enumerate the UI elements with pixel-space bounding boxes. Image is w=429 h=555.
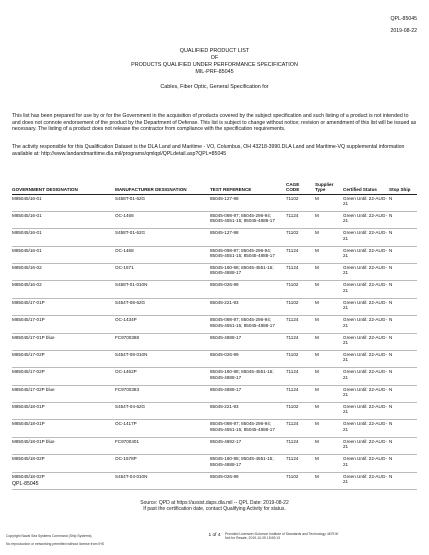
- certified-status-cell: Green Until: 22-AUG-21: [343, 420, 389, 437]
- test-reference-cell: 85045-221-93: [210, 403, 286, 420]
- mfr-designation-cell: OC-1468: [115, 211, 210, 228]
- supplier-type-cell: M: [315, 298, 343, 315]
- stop-ship-cell: N: [389, 437, 417, 454]
- supplier-type-cell: M: [315, 194, 343, 211]
- header-stop-ship: Stop Ship: [389, 182, 417, 194]
- table-row: [12, 350, 417, 367]
- certified-status-cell: Green Until: 22-AUG-21: [343, 437, 389, 454]
- cage-code-cell: 71102: [286, 194, 315, 211]
- table-row: [12, 437, 417, 454]
- header-cage-code: CAGE CODE: [286, 182, 315, 194]
- header-certified-status: Certified Status: [343, 182, 389, 194]
- test-reference-cell: 85045-098-97; 85045-296-94; 85045-4551-15; 85045-4888-17: [210, 420, 286, 437]
- mfr-designation-cell: FC9700401: [115, 437, 210, 454]
- gov-designation-cell: M85045/17-01P: [12, 316, 115, 333]
- table-header-row: [12, 182, 417, 194]
- table-row: [12, 229, 417, 246]
- table-row: [12, 316, 417, 333]
- certified-status-cell: Green Until: 22-AUG-21: [343, 333, 389, 350]
- cage-code-cell: 71124: [286, 211, 315, 228]
- source-line: Source: QPD at https://assist.daps.dla.mil -- QPL Date: 2019-08-22: [140, 500, 289, 506]
- mfr-designation-cell: S454T-08-62G: [115, 298, 210, 315]
- gov-designation-cell: M85045/17-02P: [12, 350, 115, 367]
- title-line-3: PRODUCTS QUALIFIED UNDER PERFORMANCE SPECIFICATION: [131, 62, 298, 68]
- disclaimer-paragraph: This list has been prepared for use by or for the Government in the acquisition of products covered by the subject specification and such listing of a product is not intended to and does not connote endorsement of the product by the Department of Defense. This list is subject to change without notice; revision or amendment of this list will be issued as necessary. The listing of a product does not release the contractor from compliance with the specification requirements.: [12, 113, 417, 133]
- copyright-line-2: No reproduction or networking permitted without license from IHS: [6, 542, 104, 547]
- cage-code-cell: 71124: [286, 246, 315, 263]
- mfr-designation-cell: FC9700383: [115, 385, 210, 402]
- mfr-designation-cell: S458T-01-010N: [115, 281, 210, 298]
- test-reference-cell: 85045-4888-17: [210, 333, 286, 350]
- test-reference-cell: 85045-127-98: [210, 194, 286, 211]
- stop-ship-cell: N: [389, 385, 417, 402]
- gov-designation-cell: M85045/16-02: [12, 264, 115, 281]
- footer-doc-id: QPL-85045: [12, 481, 39, 487]
- stop-ship-cell: N: [389, 281, 417, 298]
- document-id: QPL-85045: [390, 16, 417, 22]
- supplier-type-cell: M: [315, 246, 343, 263]
- gov-designation-cell: M85045/17-02P blue: [12, 385, 115, 402]
- mfr-designation-cell: FC9700388: [115, 333, 210, 350]
- table-body: [12, 194, 417, 489]
- table-row: [12, 211, 417, 228]
- certification-note: If past the certification date, contact Qualifying Activity for status.: [143, 506, 286, 513]
- supplier-type-cell: M: [315, 229, 343, 246]
- activity-paragraph: The activity responsible for this Qualification Dataset is the DLA Land and Maritime - VO, Columbus, OH 43218-3990.DLA Land and Maritime-VQ supplemental information available at: http://www.landandmaritime.dla.mil/programs/qmlqpl/QPLdetail.asp?QPL=85045: [12, 144, 405, 157]
- test-reference-cell: 85045-127-98: [210, 229, 286, 246]
- table-row: [12, 420, 417, 437]
- gov-designation-cell: M85045/17-01P blue: [12, 333, 115, 350]
- header-government-designation: GOVERNMENT DESIGNATION: [12, 182, 115, 194]
- certified-status-cell: Green Until: 22-AUG-21: [343, 264, 389, 281]
- cage-code-cell: 71124: [286, 437, 315, 454]
- supplier-type-cell: M: [315, 211, 343, 228]
- gov-designation-cell: M85045/17-01P: [12, 298, 115, 315]
- title-line-4: MIL-PRF-85045: [195, 69, 234, 75]
- supplier-type-cell: M: [315, 403, 343, 420]
- table-row: [12, 333, 417, 350]
- mfr-designation-cell: S454T-04-62G: [115, 403, 210, 420]
- header-manufacturer-designation: MANUFACTURER DESIGNATION: [115, 182, 210, 194]
- title-block: [0, 48, 429, 76]
- table-row: [12, 368, 417, 385]
- copyright-left: [6, 534, 104, 547]
- stop-ship-cell: N: [389, 420, 417, 437]
- table-row: [12, 264, 417, 281]
- stop-ship-cell: N: [389, 246, 417, 263]
- supplier-type-cell: M: [315, 368, 343, 385]
- certified-status-cell: Green Until: 22-AUG-21: [343, 368, 389, 385]
- certified-status-cell: Green Until: 22-AUG-21: [343, 403, 389, 420]
- certified-status-cell: Green Until: 22-AUG-21: [343, 316, 389, 333]
- cage-code-cell: 71102: [286, 472, 315, 489]
- mfr-designation-cell: OC-1462P: [115, 368, 210, 385]
- document-date: 2019-08-22: [390, 28, 417, 34]
- certified-status-cell: Green Until: 22-AUG-21: [343, 472, 389, 489]
- test-reference-cell: 85045-098-97; 85045-296-94; 85045-4551-15; 85045-4888-17: [210, 316, 286, 333]
- license-line-2: Not for Resale, 2019-10-05 15:59:13: [225, 536, 281, 541]
- cage-code-cell: 71102: [286, 298, 315, 315]
- cage-code-cell: 71124: [286, 385, 315, 402]
- mfr-designation-cell: OC-1417P: [115, 420, 210, 437]
- gov-designation-cell: M85045/16-02: [12, 281, 115, 298]
- test-reference-cell: 85045-026-99: [210, 472, 286, 489]
- title-line-1: QUALIFIED PRODUCT LIST: [179, 48, 250, 54]
- certified-status-cell: Green Until: 22-AUG-21: [343, 350, 389, 367]
- qpl-table: [12, 182, 417, 490]
- gov-designation-cell: M85045/18-01P blue: [12, 437, 115, 454]
- supplier-type-cell: M: [315, 264, 343, 281]
- subtitle: Cables, Fiber Optic, General Specification for: [160, 84, 269, 90]
- gov-designation-cell: M85045/17-02P: [12, 368, 115, 385]
- stop-ship-cell: N: [389, 368, 417, 385]
- cage-code-cell: 71124: [286, 264, 315, 281]
- mfr-designation-cell: S454T-08-010N: [115, 350, 210, 367]
- certified-status-cell: Green Until: 22-AUG-21: [343, 194, 389, 211]
- copyright-line-1: Copyright Naval Sea Systems Command (Ship Systems): [6, 534, 92, 538]
- supplier-type-cell: M: [315, 455, 343, 472]
- stop-ship-cell: N: [389, 403, 417, 420]
- stop-ship-cell: N: [389, 194, 417, 211]
- gov-designation-cell: M85045/18-02P: [12, 472, 115, 489]
- table-row: [12, 281, 417, 298]
- certified-status-cell: Green Until: 22-AUG-21: [343, 298, 389, 315]
- cage-code-cell: 71102: [286, 403, 315, 420]
- stop-ship-cell: N: [389, 298, 417, 315]
- supplier-type-cell: M: [315, 333, 343, 350]
- mfr-designation-cell: OC-1571: [115, 264, 210, 281]
- copyright-right: [225, 532, 338, 540]
- table-row: [12, 194, 417, 211]
- title-line-2: OF: [210, 55, 219, 61]
- supplier-type-cell: M: [315, 385, 343, 402]
- header-test-reference: TEST REFERENCE: [210, 182, 286, 194]
- stop-ship-cell: N: [389, 229, 417, 246]
- cage-code-cell: 71124: [286, 333, 315, 350]
- page-number: 1 of 4: [208, 533, 221, 538]
- header-supplier-type: Supplier Type: [315, 182, 343, 194]
- supplier-type-cell: M: [315, 420, 343, 437]
- stop-ship-cell: N: [389, 350, 417, 367]
- cage-code-cell: 71102: [286, 229, 315, 246]
- cage-code-cell: 71102: [286, 350, 315, 367]
- stop-ship-cell: N: [389, 211, 417, 228]
- license-line-1: Provided Licensee=Solomon Institute of Standards and Technology 4675 5f: [225, 532, 339, 536]
- test-reference-cell: 85045-098-97; 85045-296-94; 85045-4551-15; 85045-4888-17: [210, 211, 286, 228]
- gov-designation-cell: M85045/16-01: [12, 211, 115, 228]
- certified-status-cell: Green Until: 22-AUG-21: [343, 281, 389, 298]
- test-reference-cell: 85045-026-99: [210, 350, 286, 367]
- certified-status-cell: Green Until: 22-AUG-21: [343, 246, 389, 263]
- certified-status-cell: Green Until: 22-AUG-21: [343, 229, 389, 246]
- supplier-type-cell: M: [315, 281, 343, 298]
- supplier-type-cell: M: [315, 316, 343, 333]
- stop-ship-cell: N: [389, 455, 417, 472]
- gov-designation-cell: M85045/16-01: [12, 229, 115, 246]
- gov-designation-cell: M85045/18-01P: [12, 420, 115, 437]
- gov-designation-cell: M85045/18-02P: [12, 455, 115, 472]
- test-reference-cell: 85045-4888-17: [210, 385, 286, 402]
- gov-designation-cell: M85045/16-01: [12, 246, 115, 263]
- certified-status-cell: Green Until: 22-AUG-21: [343, 211, 389, 228]
- cage-code-cell: 71124: [286, 455, 315, 472]
- test-reference-cell: 85045-160-98; 85045-4551-15; 85045-4888-17: [210, 368, 286, 385]
- cage-code-cell: 71124: [286, 316, 315, 333]
- supplier-type-cell: M: [315, 472, 343, 489]
- table-row: [12, 385, 417, 402]
- mfr-designation-cell: S458T-01-62G: [115, 194, 210, 211]
- mfr-designation-cell: OC-1578P: [115, 455, 210, 472]
- table-row: [12, 455, 417, 472]
- table-row: [12, 472, 417, 489]
- mfr-designation-cell: OC-1434P: [115, 316, 210, 333]
- cage-code-cell: 71124: [286, 368, 315, 385]
- certified-status-cell: Green Until: 22-AUG-21: [343, 455, 389, 472]
- source-note: [0, 500, 429, 512]
- mfr-designation-cell: OC-1468: [115, 246, 210, 263]
- certified-status-cell: Green Until: 22-AUG-21: [343, 385, 389, 402]
- stop-ship-cell: N: [389, 472, 417, 489]
- test-reference-cell: 85045-026-99: [210, 281, 286, 298]
- test-reference-cell: 85045-160-98; 85045-4551-15; 85045-4888-17: [210, 264, 286, 281]
- stop-ship-cell: N: [389, 333, 417, 350]
- mfr-designation-cell: S458T-01-62G: [115, 229, 210, 246]
- supplier-type-cell: M: [315, 437, 343, 454]
- table-row: [12, 298, 417, 315]
- gov-designation-cell: M85045/18-01P: [12, 403, 115, 420]
- cage-code-cell: 71102: [286, 281, 315, 298]
- supplier-type-cell: M: [315, 350, 343, 367]
- test-reference-cell: 85045-098-97; 85045-296-94; 85045-4551-15; 85045-4888-17: [210, 246, 286, 263]
- test-reference-cell: 85045-221-93: [210, 298, 286, 315]
- test-reference-cell: 85045-160-98; 85045-4551-15; 85045-4888-17: [210, 455, 286, 472]
- test-reference-cell: 85045-4892-17: [210, 437, 286, 454]
- stop-ship-cell: N: [389, 316, 417, 333]
- table-row: [12, 246, 417, 263]
- gov-designation-cell: M85045/16-01: [12, 194, 115, 211]
- stop-ship-cell: N: [389, 264, 417, 281]
- table-row: [12, 403, 417, 420]
- cage-code-cell: 71124: [286, 420, 315, 437]
- mfr-designation-cell: S454T-04-010N: [115, 472, 210, 489]
